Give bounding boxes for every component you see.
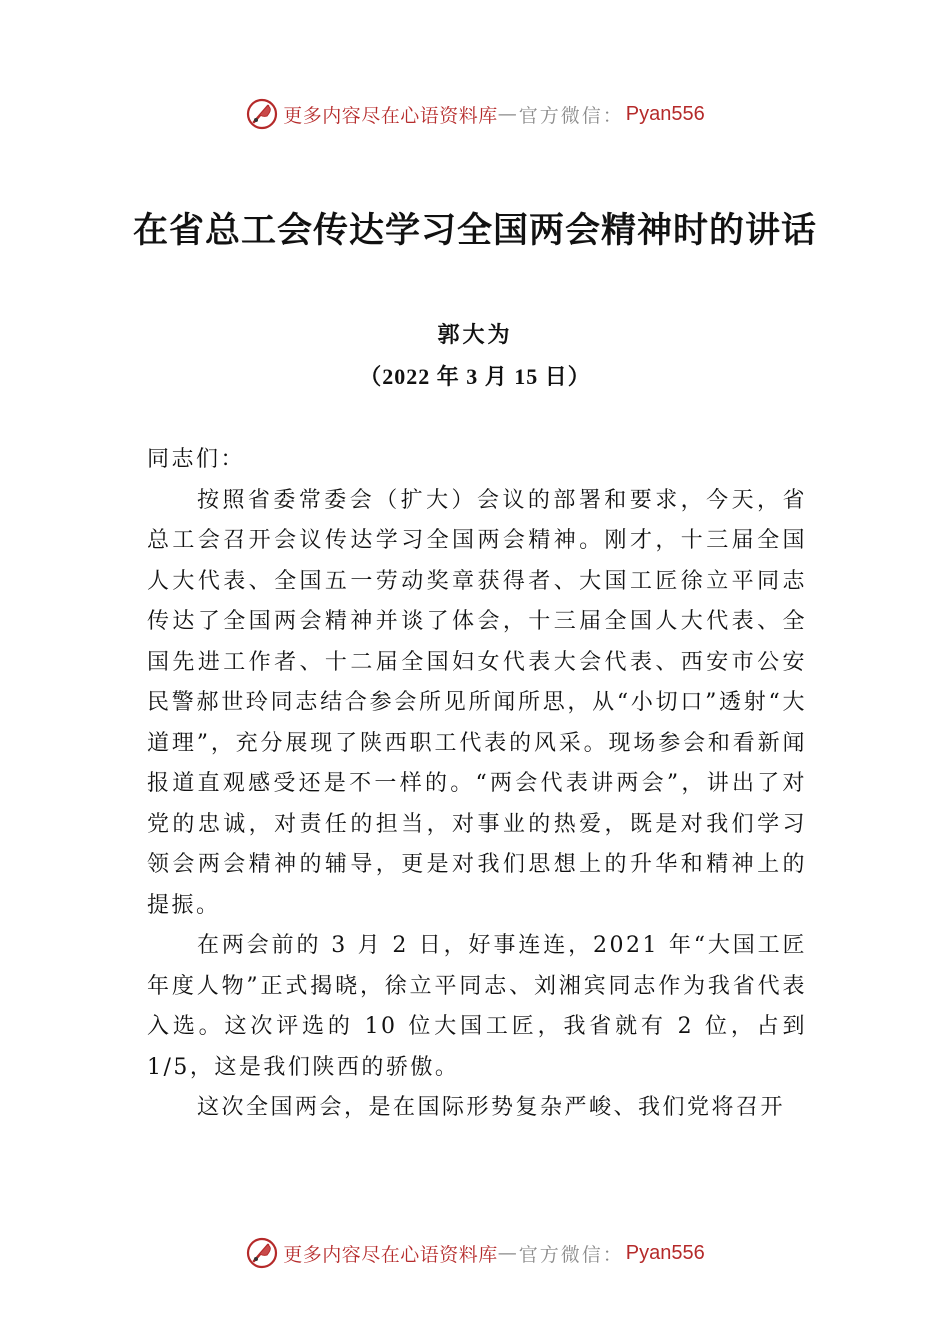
- paragraph-3: 这次全国两会，是在国际形势复杂严峻、我们党将召开: [197, 1095, 786, 1120]
- salutation: 同志们：: [147, 447, 246, 472]
- watermark-dash: —: [497, 1242, 519, 1264]
- document-author: 郭大为: [437, 322, 513, 348]
- document-title: 在省总工会传达学习全国两会精神时的讲话: [132, 211, 817, 251]
- quill-logo-icon: [245, 1236, 279, 1270]
- quill-logo-icon: [245, 97, 279, 131]
- watermark-red-text: 更多内容尽在心语资料库: [283, 104, 498, 127]
- paragraph-2: 在两会前的 3 月 2 日，好事连连，2021 年“大国工匠年度人物”正式揭晓，徐立平同志、刘湘宾同志作为我省代表入选。这次评选的 10 位大国工匠，我省就有 2 位，占到 1/5，这是我们陕西的骄傲。: [147, 933, 807, 1080]
- watermark-banner-top: [0, 94, 950, 134]
- document-body: [147, 440, 807, 1129]
- watermark-banner-bottom: [0, 1233, 950, 1273]
- watermark-dash: —: [497, 103, 519, 125]
- document-date: （2022 年 3 月 15 日）: [359, 364, 591, 389]
- watermark-account: Pyan556: [625, 102, 705, 125]
- watermark-red-text: 更多内容尽在心语资料库: [283, 1243, 498, 1266]
- watermark-grey-text: 官方微信：: [518, 104, 624, 127]
- watermark-account: Pyan556: [625, 1241, 705, 1264]
- paragraph-1: 按照省委常委会（扩大）会议的部署和要求，今天，省总工会召开会议传达学习全国两会精神。刚才，十三届全国人大代表、全国五一劳动奖章获得者、大国工匠徐立平同志传达了全国两会精神并谈了体会，十三届全国人大代表、全国先进工作者、十二届全国妇女代表大会代表、西安市公安民警郝世玲同志结合参会所见所闻所思，从“小切口”透射“大道理”，充分展现了陕西职工代表的风采。现场参会和看新闻报道直观感受还是不一样的。“两会代表讲两会”，讲出了对党的忠诚，对责任的担当，对事业的热爱，既是对我们学习领会两会精神的辅导，更是对我们思想上的升华和精神上的提振。: [147, 487, 807, 918]
- watermark-grey-text: 官方微信：: [518, 1243, 624, 1266]
